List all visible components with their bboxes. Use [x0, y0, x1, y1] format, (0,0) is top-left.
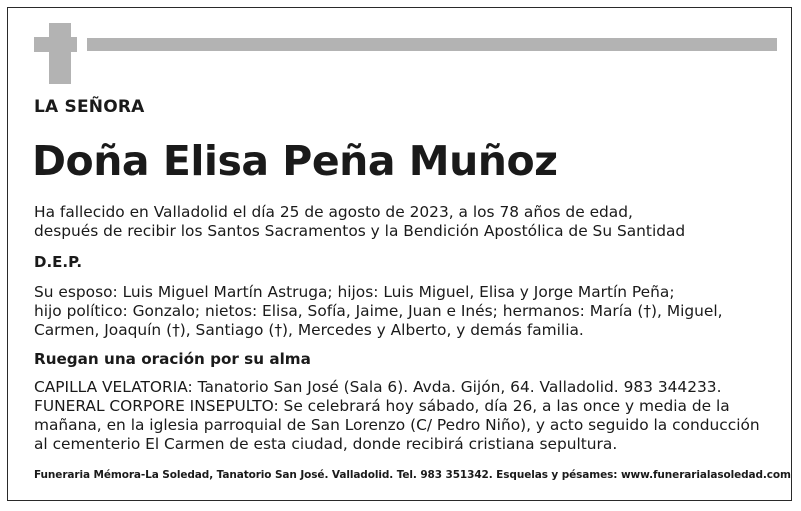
- family-line-1: Su esposo: Luis Miguel Martín Astruga; hijos: Luis Miguel, Elisa y Jorge Martín Peña;: [34, 283, 675, 301]
- honorific: LA SEÑORA: [34, 97, 145, 117]
- family-line-2: hijo político: Gonzalo; nietos: Elisa, Sofía, Jaime, Juan e Inés; hermanos: María (†), Miguel,: [34, 302, 723, 320]
- deceased-name: Doña Elisa Peña Muñoz: [32, 137, 558, 185]
- cross-vertical-beam: [49, 23, 71, 84]
- family-line-3: Carmen, Joaquín (†), Santiago (†), Mercedes y Alberto, y demás familia.: [34, 321, 584, 339]
- dep-label: D.E.P.: [34, 253, 83, 271]
- ceremony-line-1: CAPILLA VELATORIA: Tanatorio San José (Sala 6). Avda. Gijón, 64. Valladolid. 983 344233.: [34, 378, 722, 396]
- prayer-request: Ruegan una oración por su alma: [34, 350, 311, 368]
- announcement-line-2: después de recibir los Santos Sacramentos y la Bendición Apostólica de Su Santidad: [34, 222, 686, 240]
- header-rule: [87, 38, 777, 51]
- announcement-line-1: Ha fallecido en Valladolid el día 25 de agosto de 2023, a los 78 años de edad,: [34, 203, 633, 221]
- footer-funeral-home: Funeraria Mémora-La Soledad, Tanatorio San José. Valladolid. Tel. 983 351342. Esquelas y pésames: www.funerarialasoledad.com: [34, 469, 791, 481]
- ceremony-line-4: al cementerio El Carmen de esta ciudad, donde recibirá cristiana sepultura.: [34, 435, 618, 453]
- ceremony-line-3: mañana, en la iglesia parroquial de San Lorenzo (C/ Pedro Niño), y acto seguido la conducción: [34, 416, 760, 434]
- cross-horizontal-beam: [34, 37, 77, 52]
- ceremony-line-2: FUNERAL CORPORE INSEPULTO: Se celebrará hoy sábado, día 26, a las once y media de la: [34, 397, 730, 415]
